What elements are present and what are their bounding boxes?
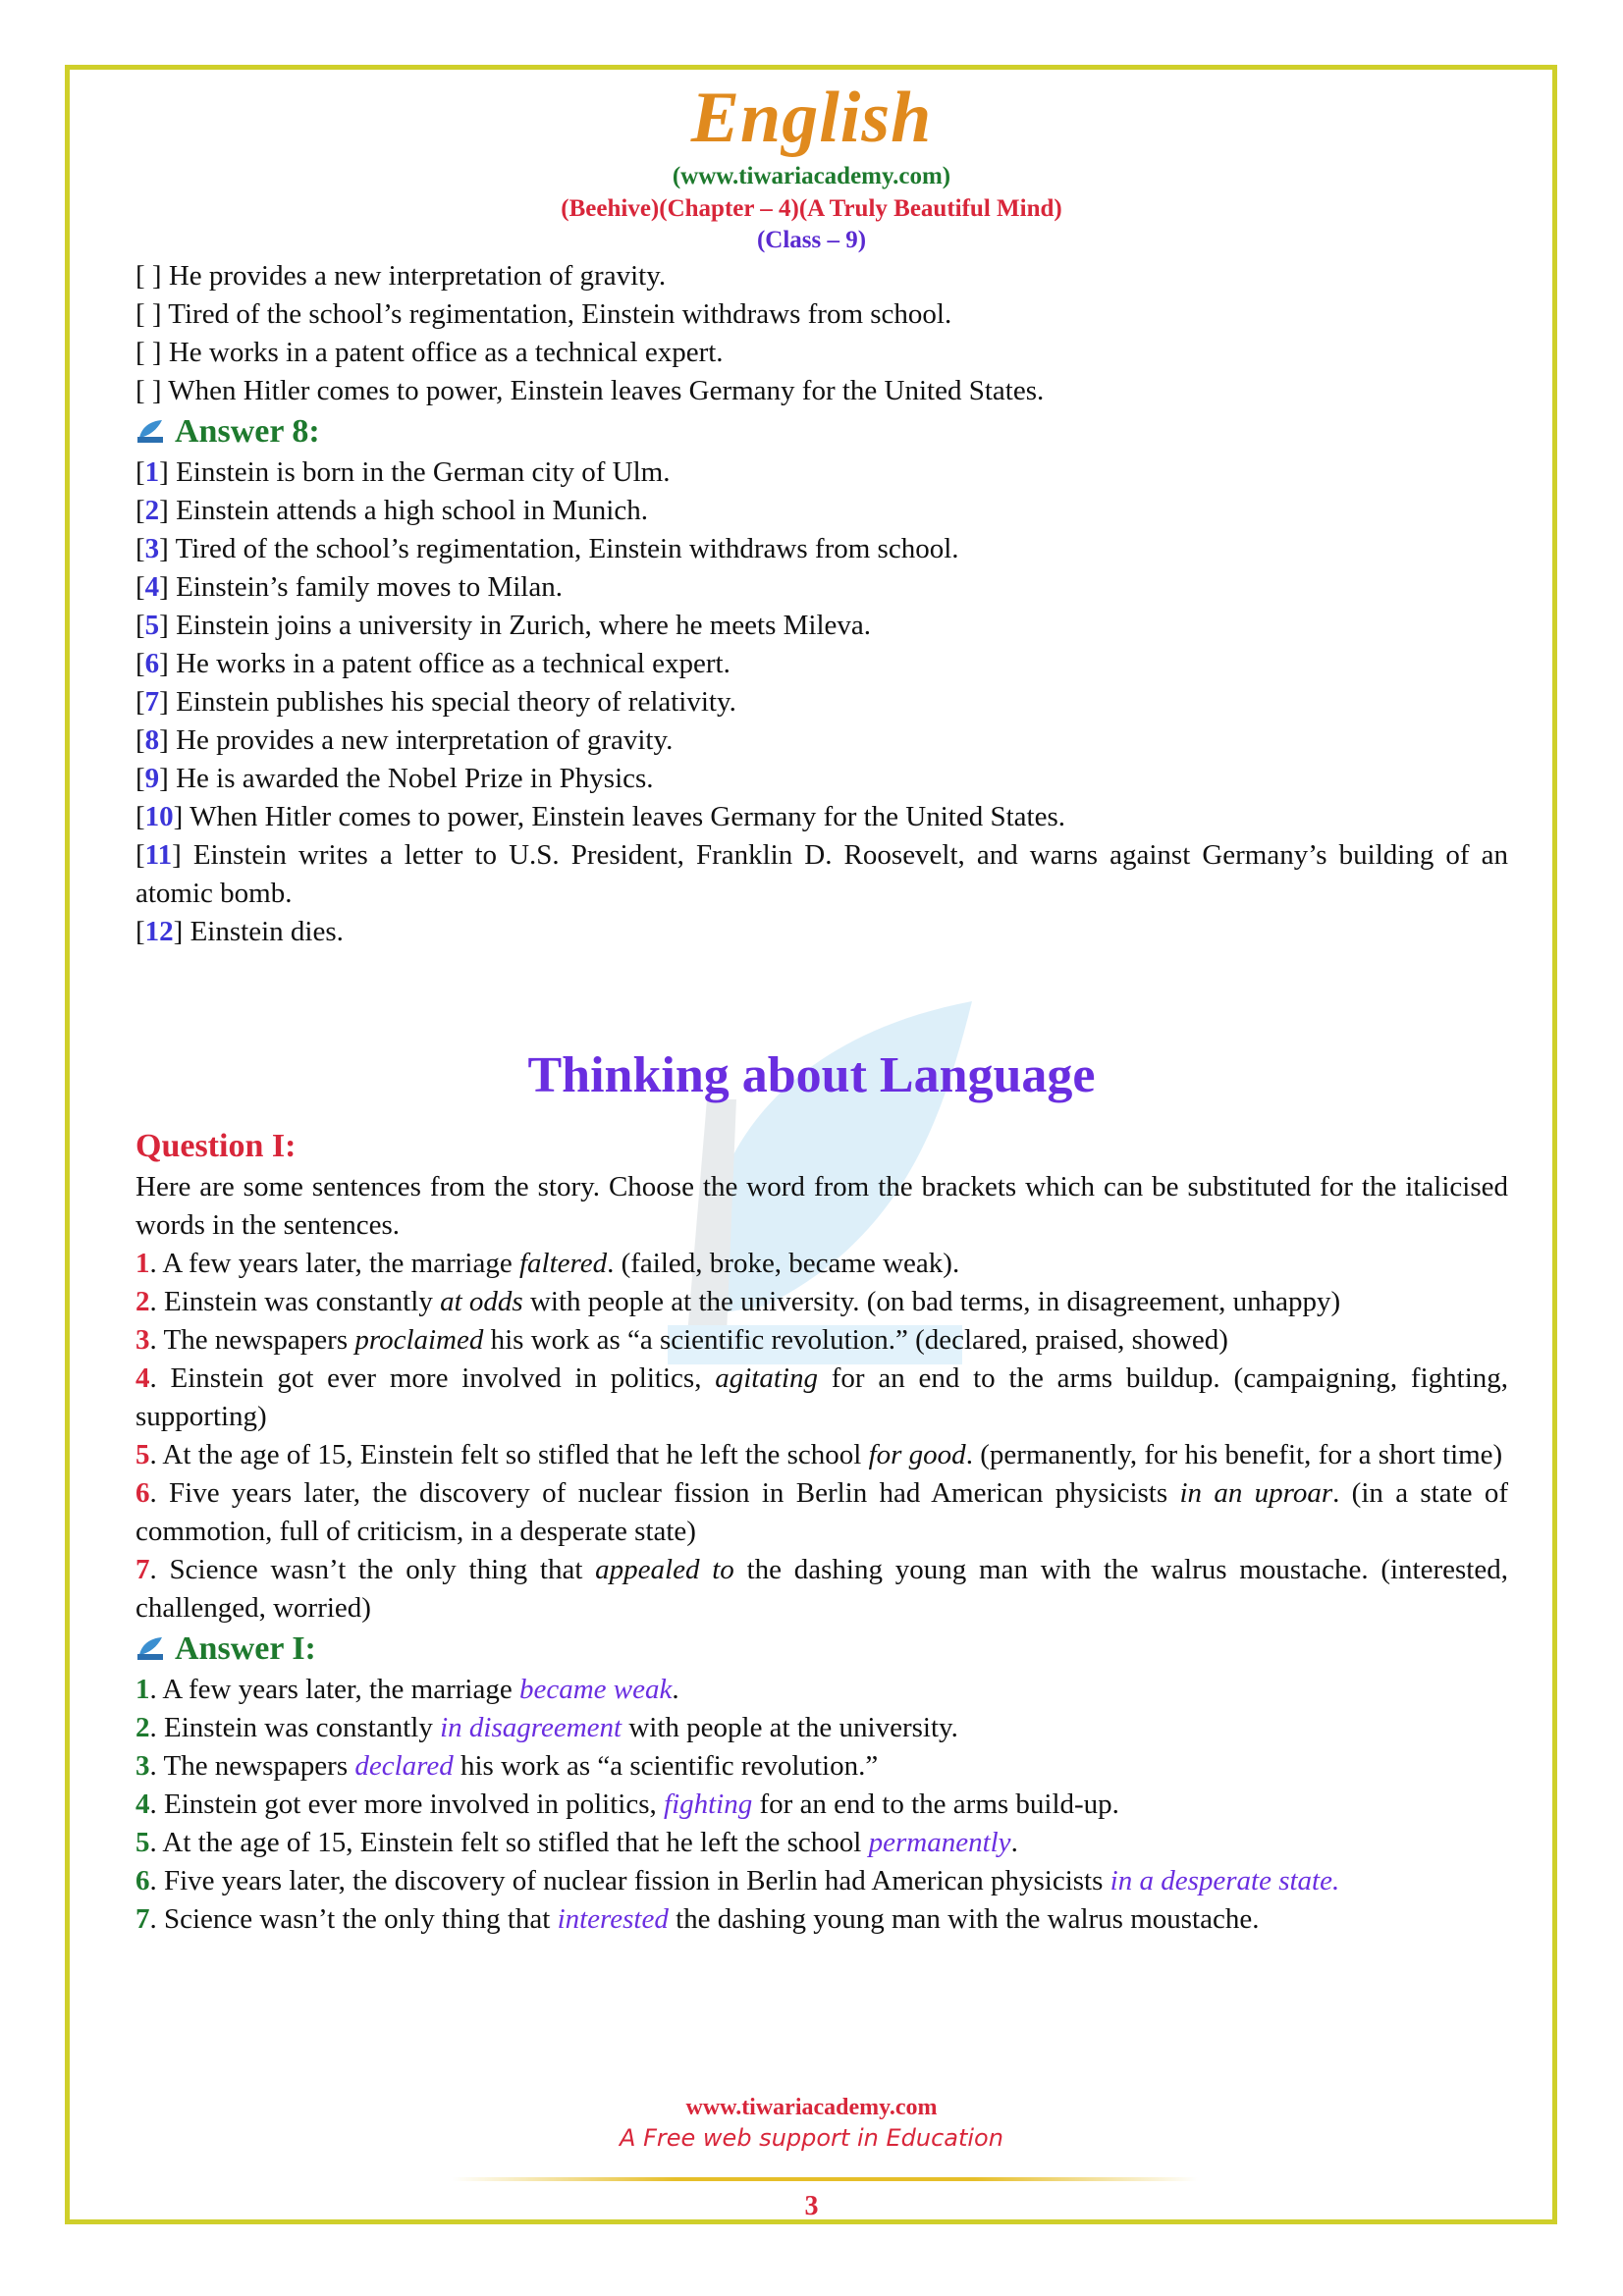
question-i-heading: Question I: xyxy=(135,1128,297,1164)
list-item: 5. At the age of 15, Einstein felt so stifled that he left the school permanently. xyxy=(135,1827,1018,1858)
answer-8-list xyxy=(135,454,1508,951)
footer-tagline: A Free web support in Education xyxy=(620,2124,1003,2152)
list-item: [6] He works in a patent office as a technical expert. xyxy=(135,648,730,679)
tiwari-logo-icon xyxy=(135,418,165,444)
footer-divider xyxy=(452,2177,1198,2181)
option-line: [ ] Tired of the school’s regimentation, Einstein withdraws from school. xyxy=(135,298,952,330)
option-line: [ ] He works in a patent office as a technical expert. xyxy=(135,337,724,368)
answer-8-heading xyxy=(135,410,1508,454)
list-item: 7. Science wasn’t the only thing that appealed to the dashing young man with the walrus moustache. (interested, challenged, worried) xyxy=(135,1554,1508,1624)
option-line: [ ] When Hitler comes to power, Einstein leaves Germany for the United States. xyxy=(135,375,1045,406)
list-item: [12] Einstein dies. xyxy=(135,916,344,947)
list-item: 7. Science wasn’t the only thing that interested the dashing young man with the walrus moustache. xyxy=(135,1903,1260,1935)
question-i-intro: Here are some sentences from the story. Choose the word from the brackets which can be substituted for the italicised words in the sentences. xyxy=(135,1171,1508,1241)
list-item: [5] Einstein joins a university in Zurich, where he meets Mileva. xyxy=(135,610,872,641)
list-item: 2. Einstein was constantly in disagreement with people at the university. xyxy=(135,1712,958,1743)
question-i-block xyxy=(135,1125,1508,1939)
list-item: 4. Einstein got ever more involved in politics, agitating for an end to the arms buildup. (campaigning, fighting, supporting) xyxy=(135,1362,1509,1432)
list-item: 1. A few years later, the marriage became weak. xyxy=(135,1674,679,1705)
list-item: [8] He provides a new interpretation of gravity. xyxy=(135,724,674,756)
answer-i-heading-text: Answer I: xyxy=(175,1630,316,1667)
list-item: [7] Einstein publishes his special theory of relativity. xyxy=(135,686,736,718)
list-item: 5. At the age of 15, Einstein felt so stifled that he left the school for good. (permanently, for his benefit, for a short time) xyxy=(135,1439,1503,1470)
header-class: (Class – 9) xyxy=(756,227,867,253)
answer-8-heading-text: Answer 8: xyxy=(175,413,320,450)
list-item: [2] Einstein attends a high school in Munich. xyxy=(135,495,648,526)
footer-site: www.tiwariacademy.com xyxy=(685,2095,938,2120)
list-item: [1] Einstein is born in the German city of Ulm. xyxy=(135,456,671,488)
option-line: [ ] He provides a new interpretation of gravity. xyxy=(135,260,667,292)
list-item: 3. The newspapers declared his work as “a scientific revolution.” xyxy=(135,1750,879,1782)
header-chapter: (Beehive)(Chapter – 4)(A Truly Beautiful Mind) xyxy=(561,195,1062,222)
tiwari-logo-icon xyxy=(135,1635,165,1661)
list-item: 2. Einstein was constantly at odds with people at the university. (on bad terms, in disagreement, unhappy) xyxy=(135,1286,1341,1317)
list-item: [10] When Hitler comes to power, Einstein leaves Germany for the United States. xyxy=(135,801,1066,832)
list-item: 4. Einstein got ever more involved in politics, fighting for an end to the arms build-up. xyxy=(135,1789,1119,1820)
options-list xyxy=(135,257,1508,951)
page-title: English xyxy=(690,78,933,158)
list-item: [4] Einstein’s family moves to Milan. xyxy=(135,571,563,603)
list-item: [9] He is awarded the Nobel Prize in Physics. xyxy=(135,763,654,794)
list-item: 3. The newspapers proclaimed his work as “a scientific revolution.” (declared, praised, showed) xyxy=(135,1324,1228,1356)
list-item: [11] Einstein writes a letter to U.S. President, Franklin D. Roosevelt, and warns against Germany’s building of an atomic bomb. xyxy=(135,839,1508,909)
list-item: 6. Five years later, the discovery of nuclear fission in Berlin had American physicists in an uproar. (in a state of commotion, full of criticism, in a desperate state) xyxy=(135,1477,1508,1547)
section-title: Thinking about Language xyxy=(527,1047,1096,1103)
list-item: 6. Five years later, the discovery of nuclear fission in Berlin had American physicists in a desperate state. xyxy=(135,1865,1340,1896)
answer-i-heading xyxy=(135,1628,1508,1671)
header-site: (www.tiwariacademy.com) xyxy=(672,163,951,189)
list-item: [3] Tired of the school’s regimentation, Einstein withdraws from school. xyxy=(135,533,959,564)
list-item: 1. A few years later, the marriage faltered. (failed, broke, became weak). xyxy=(135,1248,960,1279)
page-number: 3 xyxy=(804,2191,819,2221)
